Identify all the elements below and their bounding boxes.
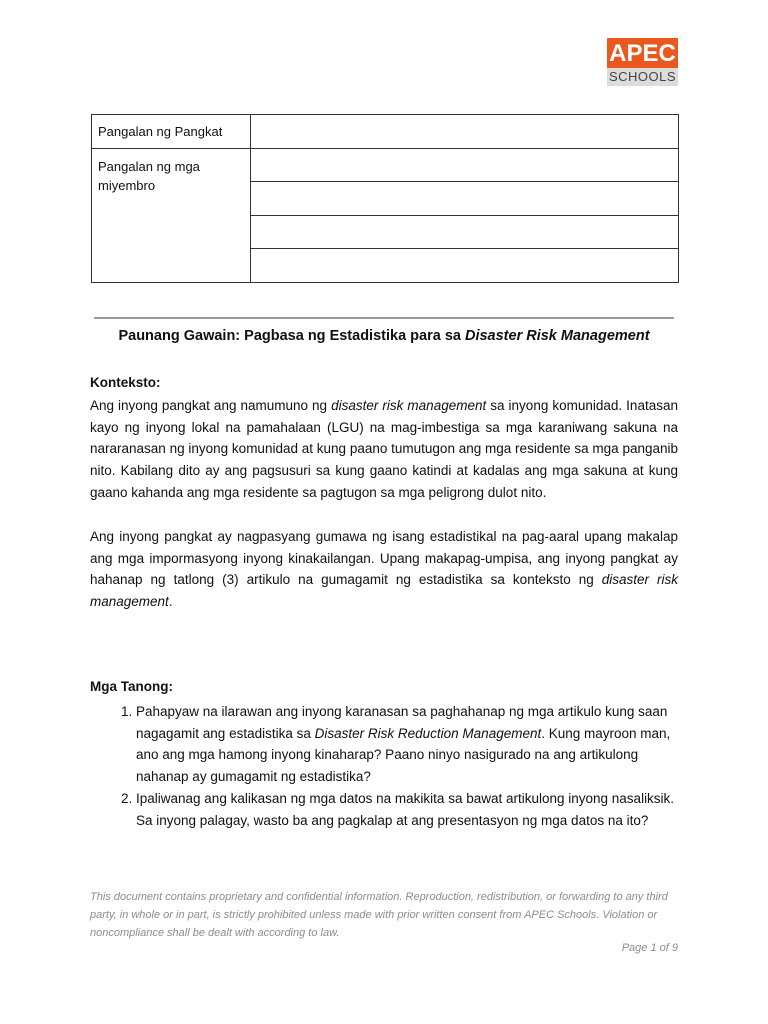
question-1: 1. Pahapyaw na ilarawan ang inyong karanasan sa paghahanap ng mga artikulo kung saan nagagamit ang estadistika sa Disaster Risk Reduction Management. Kung mayroon man, ano ang mga hamong inyong kinaharap? Paano ninyo nasigurado na ang artikulong nahanap ay gumagamit ng estadistika? <box>136 701 678 788</box>
member-field-3[interactable] <box>251 216 679 249</box>
member-field-2[interactable] <box>251 182 679 216</box>
group-info-table <box>91 114 679 283</box>
page-title: Paunang Gawain: Pagbasa ng Estadistika para sa Disaster Risk Management <box>118 328 650 344</box>
member-field-4[interactable] <box>251 249 679 283</box>
questions-heading: Mga Tanong: <box>90 679 173 694</box>
confidentiality-notice: This document contains proprietary and confidential information. Reproduction, redistribution, or forwarding to any third party, in whole or in part, is strictly prohibited unless made with prior written consent from APEC Schools. Violation or noncompliance shall be dealt with according to law. <box>90 891 668 939</box>
question-2: 2. Ipaliwanag ang kalikasan ng mga datos na makikita sa bawat artikulong inyong nasaliksik. Sa inyong palagay, wasto ba ang pagkalap at ang presentasyon ng mga datos na ito? <box>136 788 678 831</box>
logo-schools: SCHOOLS <box>608 69 677 84</box>
member-field-1[interactable] <box>251 149 679 182</box>
page-number: Page 1 of 9 <box>621 942 678 954</box>
section-divider <box>94 317 674 319</box>
logo-apec: APEC <box>607 38 678 68</box>
questions-list <box>90 701 678 831</box>
members-label: Pangalan ng mga miyembro <box>92 149 251 283</box>
context-heading: Konteksto: <box>90 375 161 390</box>
context-paragraph-2: Ang inyong pangkat ay nagpasyang gumawa ng isang estadistikal na pag-aaral upang makalap ang mga impormasyong inyong kinakailangan. Upang makapag-umpisa, ang inyong pangkat ay hahanap ng tatlong (3) artikulo na gumagamit ng estadistika sa konteksto ng disaster risk management. <box>90 529 678 610</box>
apec-schools-logo <box>607 38 678 86</box>
group-name-label: Pangalan ng Pangkat <box>92 115 251 149</box>
group-name-field[interactable] <box>251 115 679 149</box>
context-paragraph-1: Ang inyong pangkat ang namumuno ng disaster risk management sa inyong komunidad. Inatasan kayo ng inyong lokal na pamahalaan (LGU) na mag-imbestiga sa mga karaniwang sakuna na nararanasan ng inyong komunidad at kung paano tumutugon ang mga residente sa mga panganib nito. Kabilang dito ay ang pagsusuri sa kung gaano katindi at kadalas ang mga sakuna at kung gaano kahanda ang mga residente sa pagtugon sa mga peligrong dulot nito. <box>90 398 678 500</box>
